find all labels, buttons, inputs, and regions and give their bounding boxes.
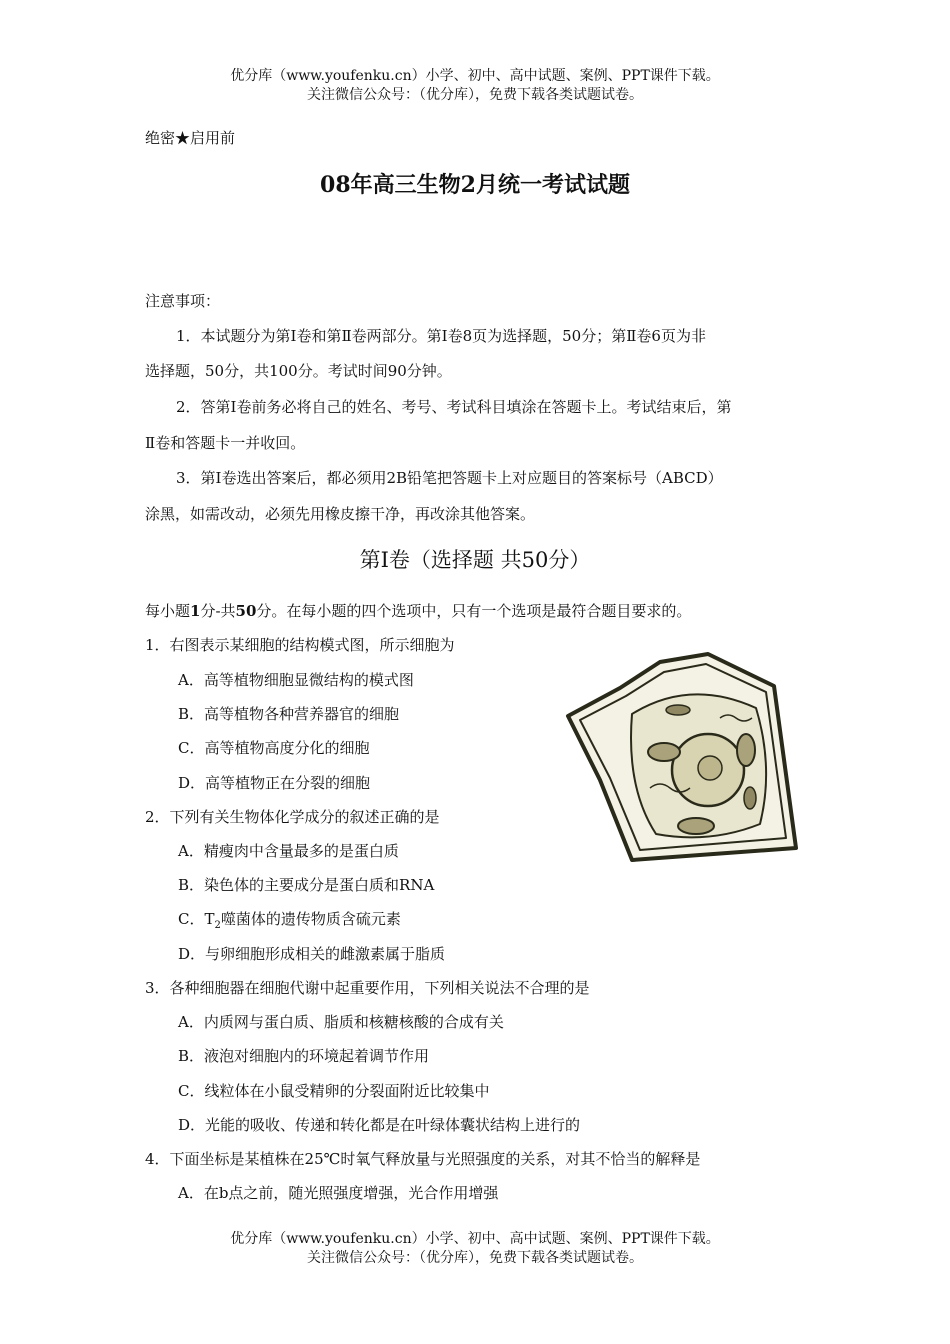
classification-label: 绝密★启用前 (145, 129, 236, 147)
footer-line-1: 优分库（www.youfenku.cn）小学、初中、高中试题、案例、PPT课件下载。 (230, 1231, 720, 1247)
note-line: 选择题，50分，共100分。考试时间90分钟。 (145, 362, 452, 380)
plant-cell-drawing (560, 648, 800, 863)
header-line-2: 关注微信公众号：（优分库），免费下载各类试题试卷。 (307, 87, 643, 103)
note-line: Ⅱ卷和答题卡一并收回。 (145, 434, 306, 452)
question-1-option-d: D．高等植物正在分裂的细胞 (178, 774, 371, 792)
notes-heading: 注意事项： (145, 292, 221, 310)
instruction-post: 分。在每小题的四个选项中，只有一个选项是最符合题目要求的。 (256, 602, 692, 620)
note-line: 涂黑，如需改动，必须先用橡皮擦干净，再改涂其他答案。 (145, 505, 536, 523)
chloroplast (737, 734, 755, 766)
option-c-subscript: 2 (214, 920, 221, 931)
instruction-text (145, 600, 691, 621)
question-2-option-b: B．染色体的主要成分是蛋白质和RNA (178, 876, 435, 894)
note-line: 2．答第Ⅰ卷前务必将自己的姓名、考号、考试科目填涂在答题卡上。考试结束后，第 (176, 398, 732, 416)
option-c-post: 噬菌体的遗传物质含硫元素 (220, 910, 401, 928)
question-2-stem: 2．下列有关生物体化学成分的叙述正确的是 (145, 808, 440, 826)
question-3-option-c: C．线粒体在小鼠受精卵的分裂面附近比较集中 (178, 1082, 490, 1100)
question-3-option-a: A．内质网与蛋白质、脂质和核糖核酸的合成有关 (178, 1013, 504, 1031)
question-1-option-c: C．高等植物高度分化的细胞 (178, 739, 370, 757)
question-2-option-d: D．与卵细胞形成相关的雌激素属于脂质 (178, 945, 446, 963)
question-4-option-a: A．在b点之前，随光照强度增强，光合作用增强 (178, 1184, 499, 1202)
plant-cell-figure (560, 648, 800, 863)
section-title: 第Ⅰ卷（选择题 共50分） (359, 548, 591, 572)
page-title: 08年高三生物2月统一考试试题 (320, 172, 630, 198)
instruction-score: 1 (190, 602, 201, 620)
question-3-option-b: B．液泡对细胞内的环境起着调节作用 (178, 1047, 430, 1065)
question-2-option-a: A．精瘦肉中含量最多的是蛋白质 (178, 842, 399, 860)
mitochondrion (666, 705, 690, 715)
question-2-option-c (178, 908, 401, 931)
note-line: 3．第Ⅰ卷选出答案后，都必须用2B铅笔把答题卡上对应题目的答案标号（ABCD） (176, 469, 723, 487)
question-4-stem: 4．下面坐标是某植株在25℃时氧气释放量与光照强度的关系，对其不恰当的解释是 (145, 1150, 701, 1168)
chloroplast (678, 818, 714, 834)
note-line: 1．本试题分为第Ⅰ卷和第Ⅱ卷两部分。第Ⅰ卷8页为选择题，50分；第Ⅱ卷6页为非 (176, 327, 706, 345)
footer-line-2: 关注微信公众号：（优分库），免费下载各类试题试卷。 (307, 1250, 643, 1266)
instruction-pre: 每小题 (145, 602, 191, 620)
header-line-1: 优分库（www.youfenku.cn）小学、初中、高中试题、案例、PPT课件下载。 (230, 68, 720, 84)
nucleolus (698, 756, 722, 780)
option-c-pre: C．T (178, 910, 215, 928)
question-3-stem: 3．各种细胞器在细胞代谢中起重要作用，下列相关说法不合理的是 (145, 979, 590, 997)
instruction-mid: 分-共 (200, 602, 236, 620)
instruction-total: 50 (235, 602, 257, 620)
question-1-option-a: A．高等植物细胞显微结构的模式图 (178, 671, 414, 689)
question-1-option-b: B．高等植物各种营养器官的细胞 (178, 705, 400, 723)
mitochondrion (744, 787, 756, 809)
question-3-option-d: D．光能的吸收、传递和转化都是在叶绿体囊状结构上进行的 (178, 1116, 581, 1134)
question-1-stem: 1．右图表示某细胞的结构模式图，所示细胞为 (145, 636, 455, 654)
chloroplast (648, 743, 680, 761)
